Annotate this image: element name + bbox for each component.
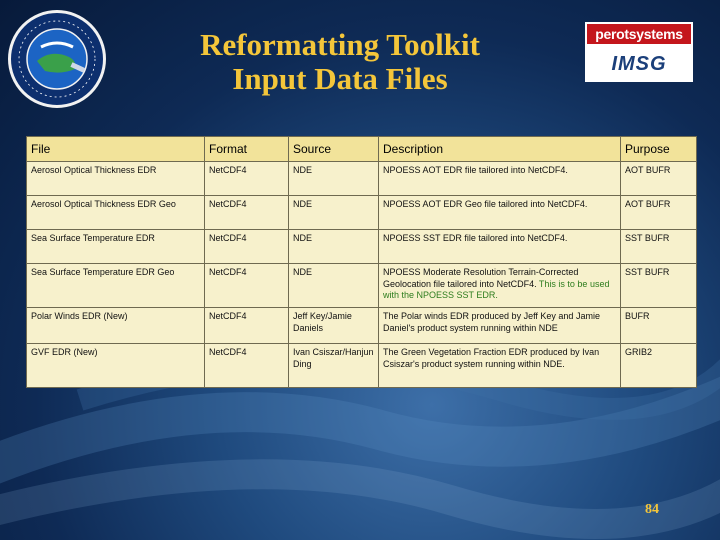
header-purpose: Purpose bbox=[621, 137, 697, 162]
cell-file: GVF EDR (New) bbox=[27, 344, 205, 388]
cell-format: NetCDF4 bbox=[205, 344, 289, 388]
cell-purpose: SST BUFR bbox=[621, 264, 697, 308]
imsg-logo: IMSG bbox=[611, 53, 667, 75]
cell-description: NPOESS SST EDR file tailored into NetCDF4. bbox=[379, 230, 621, 264]
cell-file: Sea Surface Temperature EDR Geo bbox=[27, 264, 205, 308]
cell-purpose: BUFR bbox=[621, 308, 697, 344]
cell-format: NetCDF4 bbox=[205, 308, 289, 344]
table-row bbox=[27, 196, 697, 230]
cell-source: NDE bbox=[289, 230, 379, 264]
cell-purpose: GRIB2 bbox=[621, 344, 697, 388]
perotsystems-logo: perotsystems bbox=[587, 24, 691, 44]
noaa-nesdis-star-seal bbox=[8, 10, 106, 108]
cell-format: NetCDF4 bbox=[205, 264, 289, 308]
cell-purpose: AOT BUFR bbox=[621, 196, 697, 230]
partner-logos bbox=[585, 22, 693, 82]
cell-purpose: SST BUFR bbox=[621, 230, 697, 264]
cell-format: NetCDF4 bbox=[205, 196, 289, 230]
cell-source: Jeff Key/Jamie Daniels bbox=[289, 308, 379, 344]
cell-file: Aerosol Optical Thickness EDR Geo bbox=[27, 196, 205, 230]
cell-description: NPOESS AOT EDR Geo file tailored into NetCDF4. bbox=[379, 196, 621, 230]
table-row bbox=[27, 230, 697, 264]
table-header-row bbox=[27, 137, 697, 162]
cell-format: NetCDF4 bbox=[205, 230, 289, 264]
cell-file: Sea Surface Temperature EDR bbox=[27, 230, 205, 264]
cell-description-note: This is to be used with the NPOESS SST EDR. bbox=[383, 278, 610, 300]
cell-file: Polar Winds EDR (New) bbox=[27, 308, 205, 344]
cell-description: The Green Vegetation Fraction EDR produced by Ivan Csiszar's product system running within NDE. bbox=[379, 344, 621, 388]
cell-source: NDE bbox=[289, 162, 379, 196]
cell-source: NDE bbox=[289, 196, 379, 230]
slide-title-line-1: Reformatting Toolkit bbox=[200, 27, 480, 62]
cell-source: Ivan Csiszar/Hanjun Ding bbox=[289, 344, 379, 388]
header-format: Format bbox=[205, 137, 289, 162]
cell-file: Aerosol Optical Thickness EDR bbox=[27, 162, 205, 196]
cell-description-main: NPOESS Moderate Resolution Terrain-Corrected Geolocation file tailored into NetCDF4. bbox=[383, 267, 579, 289]
header-description: Description bbox=[379, 137, 621, 162]
page-number: 84 bbox=[645, 502, 659, 517]
cell-source: NDE bbox=[289, 264, 379, 308]
header-file: File bbox=[27, 137, 205, 162]
slide-title bbox=[140, 28, 540, 96]
cell-format: NetCDF4 bbox=[205, 162, 289, 196]
cell-description: NPOESS AOT EDR file tailored into NetCDF4. bbox=[379, 162, 621, 196]
cell-description bbox=[379, 264, 621, 308]
slide-title-line-2: Input Data Files bbox=[232, 61, 448, 96]
table-row bbox=[27, 162, 697, 196]
table-row bbox=[27, 344, 697, 388]
table-row bbox=[27, 308, 697, 344]
cell-description: The Polar winds EDR produced by Jeff Key and Jamie Daniel's product system running within NDE bbox=[379, 308, 621, 344]
header-source: Source bbox=[289, 137, 379, 162]
seal-icon bbox=[11, 13, 103, 105]
input-data-files-table bbox=[26, 136, 697, 388]
table-row bbox=[27, 264, 697, 308]
cell-purpose: AOT BUFR bbox=[621, 162, 697, 196]
